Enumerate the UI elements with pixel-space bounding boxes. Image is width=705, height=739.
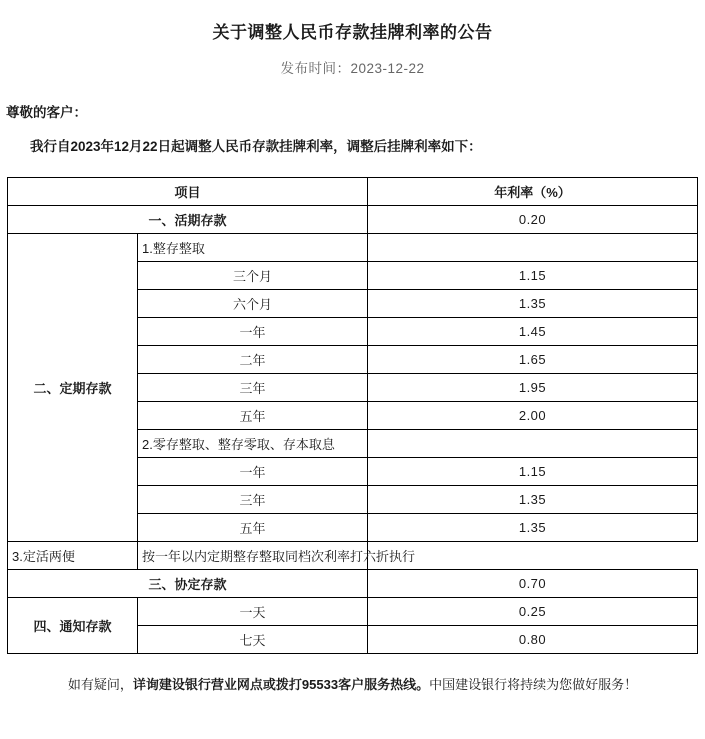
row-rate: 0.25 [368,598,698,626]
row-rate: 1.15 [368,262,698,290]
row-subitem: 一年 [137,458,367,486]
row-subitem: 二年 [137,346,367,374]
row-subitem: 2.零存整取、整存零取、存本取息 [137,430,367,458]
row-rate: 1.35 [368,290,698,318]
row-rate: 2.00 [368,402,698,430]
table-row [7,570,697,598]
row-rate [368,430,698,458]
row-subitem: 六个月 [137,290,367,318]
row-subitem: 一天 [137,598,367,626]
row-category: 三、协定存款 [7,570,367,598]
table-row [7,206,697,234]
row-subitem: 一年 [137,318,367,346]
rates-table [7,177,698,654]
row-subitem: 七天 [137,626,367,654]
row-rate: 0.80 [368,626,698,654]
row-subitem: 五年 [137,514,367,542]
row-rate: 1.15 [368,458,698,486]
table-row [7,234,697,262]
table-row [7,598,697,626]
row-subitem: 三个月 [137,262,367,290]
footer-text-1: 如有疑问， [67,677,133,692]
footer-text-3: 中国建设银行将持续为您做好服务！ [429,677,638,692]
publish-time: 发布时间：2023-12-22 [280,61,425,76]
row-rate: 1.45 [368,318,698,346]
row-rate: 1.65 [368,346,698,374]
row-rate: 按一年以内定期整存整取同档次利率打六折执行 [137,542,367,570]
row-subitem: 3.定活两便 [7,542,137,570]
row-subitem: 三年 [137,374,367,402]
row-rate: 1.35 [368,514,698,542]
salutation: 尊敬的客户： [6,105,87,120]
page-title: 关于调整人民币存款挂牌利率的公告 [212,23,493,42]
footer-text-2: 详询建设银行营业网点或拨打95533客户服务热线。 [132,677,430,692]
row-subitem: 五年 [137,402,367,430]
header-rate: 年利率（%） [368,178,698,206]
row-subitem: 三年 [137,486,367,514]
row-rate: 1.95 [368,374,698,402]
row-rate: 0.20 [368,206,698,234]
table-row [7,542,697,570]
row-category: 二、定期存款 [7,234,137,542]
table-header-row [7,178,697,206]
row-rate: 0.70 [368,570,698,598]
row-rate [368,234,698,262]
footer-note [0,654,705,693]
row-subitem: 1.整存整取 [137,234,367,262]
intro-paragraph: 我行自2023年12月22日起调整人民币存款挂牌利率，调整后挂牌利率如下： [30,139,482,154]
header-item: 项目 [7,178,367,206]
row-category: 一、活期存款 [7,206,367,234]
row-category: 四、通知存款 [7,598,137,654]
row-rate: 1.35 [368,486,698,514]
